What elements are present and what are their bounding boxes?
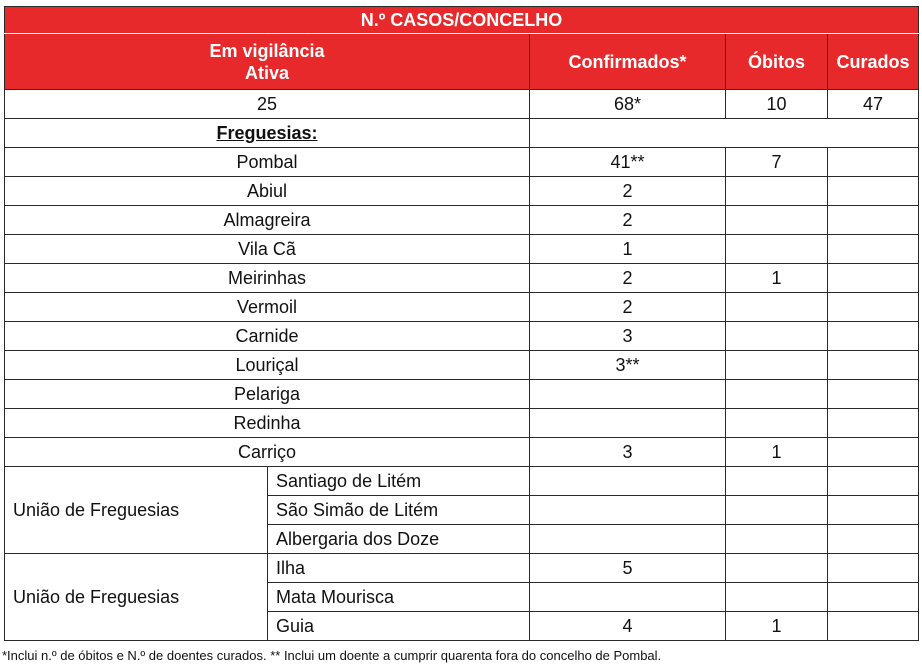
parish-obitos	[726, 351, 828, 380]
union-parish-name: Mata Mourisca	[268, 583, 530, 612]
freguesias-heading: Freguesias:	[5, 119, 530, 148]
footnote: *Inclui n.º de óbitos e N.º de doentes curados. ** Inclui um doente a cumprir quarenta fora do concelho de Pombal.	[2, 648, 662, 663]
total-confirmados: 68*	[530, 90, 726, 119]
cases-table	[4, 6, 919, 641]
parish-name: Almagreira	[5, 206, 530, 235]
parish-curados	[828, 351, 919, 380]
parish-confirmados: 2	[530, 177, 726, 206]
header-confirmados: Confirmados*	[530, 34, 726, 90]
total-obitos: 10	[726, 90, 828, 119]
union-parish-confirmados: 4	[530, 612, 726, 641]
union-parish-curados	[828, 467, 919, 496]
table-row	[5, 264, 919, 293]
parish-obitos: 7	[726, 148, 828, 177]
table-row	[5, 438, 919, 467]
freguesias-heading-row	[5, 119, 919, 148]
table-row	[5, 293, 919, 322]
parish-confirmados: 1	[530, 235, 726, 264]
union-parish-confirmados	[530, 525, 726, 554]
table-row	[5, 380, 919, 409]
cases-table-container	[4, 6, 918, 641]
parish-name: Vila Cã	[5, 235, 530, 264]
union-label: União de Freguesias	[5, 467, 268, 554]
table-row	[5, 177, 919, 206]
union-parish-name: Guia	[268, 612, 530, 641]
union-parish-curados	[828, 496, 919, 525]
table-row	[5, 206, 919, 235]
parish-obitos	[726, 206, 828, 235]
parish-curados	[828, 293, 919, 322]
parish-curados	[828, 206, 919, 235]
union-label: União de Freguesias	[5, 554, 268, 641]
parish-confirmados: 2	[530, 206, 726, 235]
table-title: N.º CASOS/CONCELHO	[5, 7, 919, 34]
totals-row	[5, 90, 919, 119]
freguesias-heading-empty	[530, 119, 919, 148]
parish-curados	[828, 264, 919, 293]
parish-name: Abiul	[5, 177, 530, 206]
parish-confirmados: 2	[530, 293, 726, 322]
parish-rows	[5, 148, 919, 467]
parish-curados	[828, 177, 919, 206]
table-row	[5, 351, 919, 380]
parish-obitos: 1	[726, 438, 828, 467]
parish-curados	[828, 322, 919, 351]
header-vigilancia-label: Em vigilância Ativa	[209, 40, 325, 83]
header-row	[5, 34, 919, 90]
union-parish-obitos: 1	[726, 612, 828, 641]
table-row	[5, 235, 919, 264]
parish-name: Meirinhas	[5, 264, 530, 293]
total-vigilancia: 25	[5, 90, 530, 119]
header-obitos: Óbitos	[726, 34, 828, 90]
union-parish-name: São Simão de Litém	[268, 496, 530, 525]
union-parish-obitos	[726, 554, 828, 583]
parish-obitos	[726, 293, 828, 322]
parish-name: Redinha	[5, 409, 530, 438]
union-parish-curados	[828, 612, 919, 641]
header-curados: Curados	[828, 34, 919, 90]
union-parish-curados	[828, 525, 919, 554]
parish-confirmados: 3**	[530, 351, 726, 380]
union-parish-obitos	[726, 583, 828, 612]
total-curados: 47	[828, 90, 919, 119]
union-parish-confirmados	[530, 467, 726, 496]
parish-obitos	[726, 380, 828, 409]
parish-confirmados: 2	[530, 264, 726, 293]
parish-confirmados: 3	[530, 322, 726, 351]
union-parish-obitos	[726, 496, 828, 525]
union-parish-confirmados	[530, 583, 726, 612]
union-parish-curados	[828, 554, 919, 583]
parish-confirmados	[530, 380, 726, 409]
parish-obitos: 1	[726, 264, 828, 293]
union-parish-curados	[828, 583, 919, 612]
parish-name: Carriço	[5, 438, 530, 467]
union-parish-name: Albergaria dos Doze	[268, 525, 530, 554]
union-rows	[5, 467, 919, 641]
parish-name: Vermoil	[5, 293, 530, 322]
parish-confirmados: 3	[530, 438, 726, 467]
header-vigilancia	[5, 34, 530, 90]
table-row	[5, 322, 919, 351]
union-parish-confirmados: 5	[530, 554, 726, 583]
parish-curados	[828, 235, 919, 264]
union-parish-name: Santiago de Litém	[268, 467, 530, 496]
parish-confirmados	[530, 409, 726, 438]
union-parish-confirmados	[530, 496, 726, 525]
parish-obitos	[726, 235, 828, 264]
table-row	[5, 554, 919, 583]
table-row	[5, 409, 919, 438]
parish-name: Louriçal	[5, 351, 530, 380]
parish-curados	[828, 409, 919, 438]
parish-name: Carnide	[5, 322, 530, 351]
table-row	[5, 467, 919, 496]
parish-obitos	[726, 177, 828, 206]
parish-curados	[828, 380, 919, 409]
parish-curados	[828, 148, 919, 177]
parish-confirmados: 41**	[530, 148, 726, 177]
union-parish-obitos	[726, 467, 828, 496]
title-row	[5, 7, 919, 34]
union-parish-obitos	[726, 525, 828, 554]
parish-obitos	[726, 322, 828, 351]
table-row	[5, 148, 919, 177]
parish-obitos	[726, 409, 828, 438]
union-parish-name: Ilha	[268, 554, 530, 583]
parish-name: Pelariga	[5, 380, 530, 409]
parish-curados	[828, 438, 919, 467]
parish-name: Pombal	[5, 148, 530, 177]
